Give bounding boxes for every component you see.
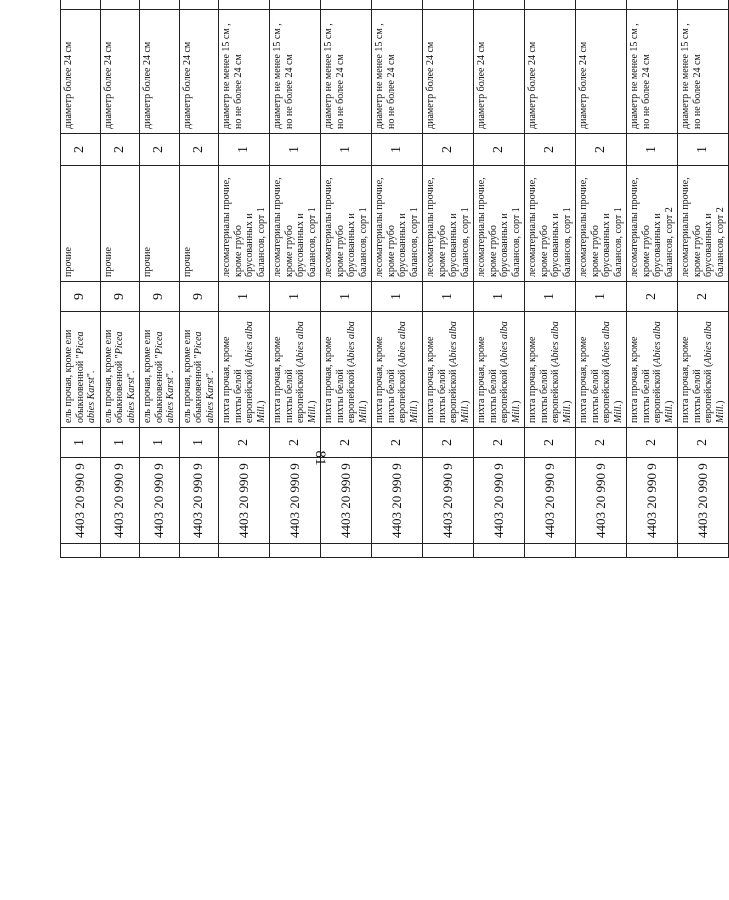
diameter-description: диаметр не менее 15 см , но не более 24 см — [270, 10, 321, 134]
subgroup-number: 2 — [576, 428, 627, 458]
species-text: пихта прочая, кроме пихты белой европейской ( — [272, 336, 306, 423]
table-row — [372, 0, 423, 558]
length-number — [270, 0, 321, 10]
category-description: лесоматериалы прочие, кроме грубо брусованных и балансов, сорт 2 — [627, 166, 678, 282]
diameter-number: 1 — [219, 134, 270, 166]
species-latin-name: Abies alba Mill. — [499, 321, 522, 423]
row-left-margin-cell — [576, 544, 627, 558]
subgroup-number: 2 — [372, 428, 423, 458]
tnved-code: 4403 20 990 9 — [372, 458, 423, 544]
diameter-description: диаметр более 24 см — [61, 10, 101, 134]
diameter-number: 1 — [678, 134, 729, 166]
species-text: пихта прочая, кроме пихты белой европейской ( — [425, 336, 459, 423]
row-left-margin-cell — [219, 544, 270, 558]
species-text-end: ) — [459, 400, 471, 404]
species-text: ель прочая, кроме ели обыкновенной " — [63, 329, 86, 423]
species-text-end: ) — [357, 400, 369, 404]
species-description — [179, 312, 219, 428]
diameter-description: диаметр не менее 15 см , но не более 24 см — [321, 10, 372, 134]
category-number: 9 — [179, 282, 219, 312]
diameter-description: диаметр не менее 15 см , но не более 24 см — [627, 10, 678, 134]
table-row — [423, 0, 474, 558]
subgroup-number: 2 — [321, 428, 372, 458]
tariff-table — [60, 0, 729, 558]
row-left-margin-cell — [474, 544, 525, 558]
category-number: 1 — [372, 282, 423, 312]
tnved-code: 4403 20 990 9 — [423, 458, 474, 544]
page-number: 81 — [312, 450, 328, 466]
tnved-code: 4403 20 990 9 — [321, 458, 372, 544]
species-text: пихта прочая, кроме пихты белой европейской ( — [221, 336, 255, 423]
table-row — [219, 0, 270, 558]
species-description — [61, 312, 101, 428]
tnved-code: 4403 20 990 9 — [219, 458, 270, 544]
species-description — [270, 312, 321, 428]
length-number — [219, 0, 270, 10]
species-latin-name: Abies alba Mill. — [703, 321, 726, 423]
subgroup-number: 2 — [474, 428, 525, 458]
category-description: лесоматериалы прочие, кроме грубо брусованных и балансов, сорт 1 — [372, 166, 423, 282]
subgroup-number: 1 — [61, 428, 101, 458]
species-text-end: ) — [408, 400, 420, 404]
species-latin-name: Picea abies Karst — [193, 331, 216, 423]
row-left-margin-cell — [627, 544, 678, 558]
species-latin-name: Abies alba Mill. — [397, 321, 420, 423]
tnved-code: 4403 20 990 9 — [270, 458, 321, 544]
species-description — [627, 312, 678, 428]
tnved-code: 4403 20 990 9 — [627, 458, 678, 544]
row-left-margin-cell — [100, 544, 140, 558]
species-text: пихта прочая, кроме пихты белой европейской ( — [323, 336, 357, 423]
species-latin-name: Abies alba Mill. — [448, 321, 471, 423]
length-number — [576, 0, 627, 10]
subgroup-number: 2 — [678, 428, 729, 458]
category-number: 9 — [100, 282, 140, 312]
table-row — [61, 0, 101, 558]
tnved-code: 4403 20 990 9 — [100, 458, 140, 544]
row-left-margin-cell — [140, 544, 180, 558]
length-number — [474, 0, 525, 10]
tnved-code: 4403 20 990 9 — [678, 458, 729, 544]
diameter-number: 2 — [423, 134, 474, 166]
species-description — [219, 312, 270, 428]
diameter-description: диаметр не менее 15 см , но не более 24 см — [372, 10, 423, 134]
length-number — [179, 0, 219, 10]
species-text-end: ". — [86, 370, 97, 378]
subgroup-number: 2 — [270, 428, 321, 458]
subgroup-number: 2 — [627, 428, 678, 458]
row-left-margin-cell — [678, 544, 729, 558]
species-description — [474, 312, 525, 428]
diameter-description: диаметр более 24 см — [100, 10, 140, 134]
species-latin-name: Picea abies Karst — [114, 331, 137, 423]
tnved-code: 4403 20 990 9 — [61, 458, 101, 544]
row-left-margin-cell — [61, 544, 101, 558]
diameter-number: 1 — [627, 134, 678, 166]
diameter-description: диаметр не менее 15 см , но не более 24 см — [678, 10, 729, 134]
category-description: лесоматериалы прочие, кроме грубо брусованных и балансов, сорт 1 — [423, 166, 474, 282]
diameter-number: 2 — [140, 134, 180, 166]
species-text-end: ". — [125, 370, 137, 378]
species-text: ель прочая, кроме ели обыкновенной " — [142, 329, 165, 423]
table-row — [270, 0, 321, 558]
length-number — [525, 0, 576, 10]
category-description: лесоматериалы прочие, кроме грубо брусованных и балансов, сорт 1 — [219, 166, 270, 282]
diameter-number: 1 — [372, 134, 423, 166]
species-text-end: ) — [663, 400, 675, 404]
length-number — [627, 0, 678, 10]
category-number: 1 — [525, 282, 576, 312]
diameter-number: 2 — [474, 134, 525, 166]
table-row — [321, 0, 372, 558]
category-description: лесоматериалы прочие, кроме грубо брусованных и балансов, сорт 1 — [270, 166, 321, 282]
tnved-code: 4403 20 990 9 — [179, 458, 219, 544]
row-left-margin-cell — [270, 544, 321, 558]
species-text-end: ". — [204, 370, 216, 378]
subgroup-number: 2 — [525, 428, 576, 458]
species-latin-name: Abies alba Mill. — [601, 321, 624, 423]
category-description: прочие — [100, 166, 140, 282]
row-left-margin-cell — [179, 544, 219, 558]
row-left-margin-cell — [525, 544, 576, 558]
row-left-margin-cell — [372, 544, 423, 558]
species-text: ель прочая, кроме ели обыкновенной " — [181, 329, 204, 423]
category-description: лесоматериалы прочие, кроме грубо брусованных и балансов, сорт 1 — [321, 166, 372, 282]
category-number: 2 — [627, 282, 678, 312]
species-text-end: ) — [714, 400, 726, 404]
table-row — [627, 0, 678, 558]
length-number — [321, 0, 372, 10]
species-description — [100, 312, 140, 428]
diameter-number: 2 — [61, 134, 101, 166]
category-description: лесоматериалы прочие, кроме грубо брусованных и балансов, сорт 2 — [678, 166, 729, 282]
category-number: 9 — [140, 282, 180, 312]
species-latin-name: Abies alba Mill. — [244, 321, 267, 423]
length-number — [678, 0, 729, 10]
species-text: пихта прочая, кроме пихты белой европейской ( — [527, 336, 561, 423]
species-text: пихта прочая, кроме пихты белой европейской ( — [578, 336, 612, 423]
category-description: прочие — [179, 166, 219, 282]
category-description: прочие — [140, 166, 180, 282]
species-text: пихта прочая, кроме пихты белой европейской ( — [629, 336, 663, 423]
species-description — [576, 312, 627, 428]
category-number: 1 — [270, 282, 321, 312]
species-text: пихта прочая, кроме пихты белой европейской ( — [374, 336, 408, 423]
diameter-number: 2 — [525, 134, 576, 166]
species-description — [321, 312, 372, 428]
table-container — [60, 0, 726, 558]
species-latin-name: Abies alba Mill. — [652, 321, 675, 423]
category-number: 9 — [61, 282, 101, 312]
length-number — [140, 0, 180, 10]
species-text-end: ) — [561, 400, 573, 404]
subgroup-number: 1 — [100, 428, 140, 458]
species-text-end: ) — [255, 400, 267, 404]
species-description — [372, 312, 423, 428]
category-number: 1 — [576, 282, 627, 312]
tnved-code: 4403 20 990 9 — [140, 458, 180, 544]
category-number: 1 — [423, 282, 474, 312]
table-row — [100, 0, 140, 558]
species-latin-name: Abies alba Mill. — [295, 321, 318, 423]
table-row — [678, 0, 729, 558]
category-number: 1 — [474, 282, 525, 312]
category-description: лесоматериалы прочие, кроме грубо брусованных и балансов, сорт 1 — [525, 166, 576, 282]
species-latin-name: Picea abies Karst — [153, 331, 176, 423]
species-description — [525, 312, 576, 428]
species-text: пихта прочая, кроме пихты белой европейской ( — [680, 336, 714, 423]
diameter-description: диаметр более 24 см — [140, 10, 180, 134]
category-number: 1 — [321, 282, 372, 312]
tnved-code: 4403 20 990 9 — [525, 458, 576, 544]
category-description: лесоматериалы прочие, кроме грубо брусованных и балансов, сорт 1 — [576, 166, 627, 282]
species-text-end: ) — [612, 400, 624, 404]
species-description — [423, 312, 474, 428]
subgroup-number: 1 — [140, 428, 180, 458]
category-description: лесоматериалы прочие, кроме грубо брусованных и балансов, сорт 1 — [474, 166, 525, 282]
species-description — [140, 312, 180, 428]
diameter-number: 1 — [321, 134, 372, 166]
table-row — [576, 0, 627, 558]
diameter-description: диаметр более 24 см — [576, 10, 627, 134]
table-row — [525, 0, 576, 558]
diameter-number: 2 — [576, 134, 627, 166]
species-text: ель прочая, кроме ели обыкновенной " — [102, 329, 125, 423]
subgroup-number: 2 — [219, 428, 270, 458]
row-left-margin-cell — [321, 544, 372, 558]
table-row — [179, 0, 219, 558]
species-latin-name: Abies alba Mill. — [346, 321, 369, 423]
rotated-table-frame — [60, 23, 726, 858]
table-body — [61, 0, 729, 558]
species-latin-name: Picea abies Karst — [74, 331, 97, 423]
tnved-code: 4403 20 990 9 — [474, 458, 525, 544]
row-left-margin-cell — [423, 544, 474, 558]
category-number: 2 — [678, 282, 729, 312]
diameter-number: 2 — [100, 134, 140, 166]
species-latin-name: Abies alba Mill. — [550, 321, 573, 423]
diameter-description: диаметр более 24 см — [423, 10, 474, 134]
diameter-description: диаметр более 24 см — [474, 10, 525, 134]
subgroup-number: 2 — [423, 428, 474, 458]
diameter-number: 1 — [270, 134, 321, 166]
table-row — [140, 0, 180, 558]
species-text-end: ) — [510, 400, 522, 404]
diameter-number: 2 — [179, 134, 219, 166]
length-number — [100, 0, 140, 10]
species-text-end: ". — [165, 370, 176, 378]
species-description — [678, 312, 729, 428]
table-row — [474, 0, 525, 558]
tnved-code: 4403 20 990 9 — [576, 458, 627, 544]
diameter-description: диаметр более 24 см — [179, 10, 219, 134]
subgroup-number: 1 — [179, 428, 219, 458]
diameter-description: диаметр более 24 см — [525, 10, 576, 134]
species-text-end: ) — [306, 400, 318, 404]
category-number: 1 — [219, 282, 270, 312]
category-description: прочие — [61, 166, 101, 282]
diameter-description: диаметр не менее 15 см , но не более 24 см — [219, 10, 270, 134]
species-text: пихта прочая, кроме пихты белой европейской ( — [476, 336, 510, 423]
length-number — [61, 0, 101, 10]
length-number — [372, 0, 423, 10]
length-number — [423, 0, 474, 10]
